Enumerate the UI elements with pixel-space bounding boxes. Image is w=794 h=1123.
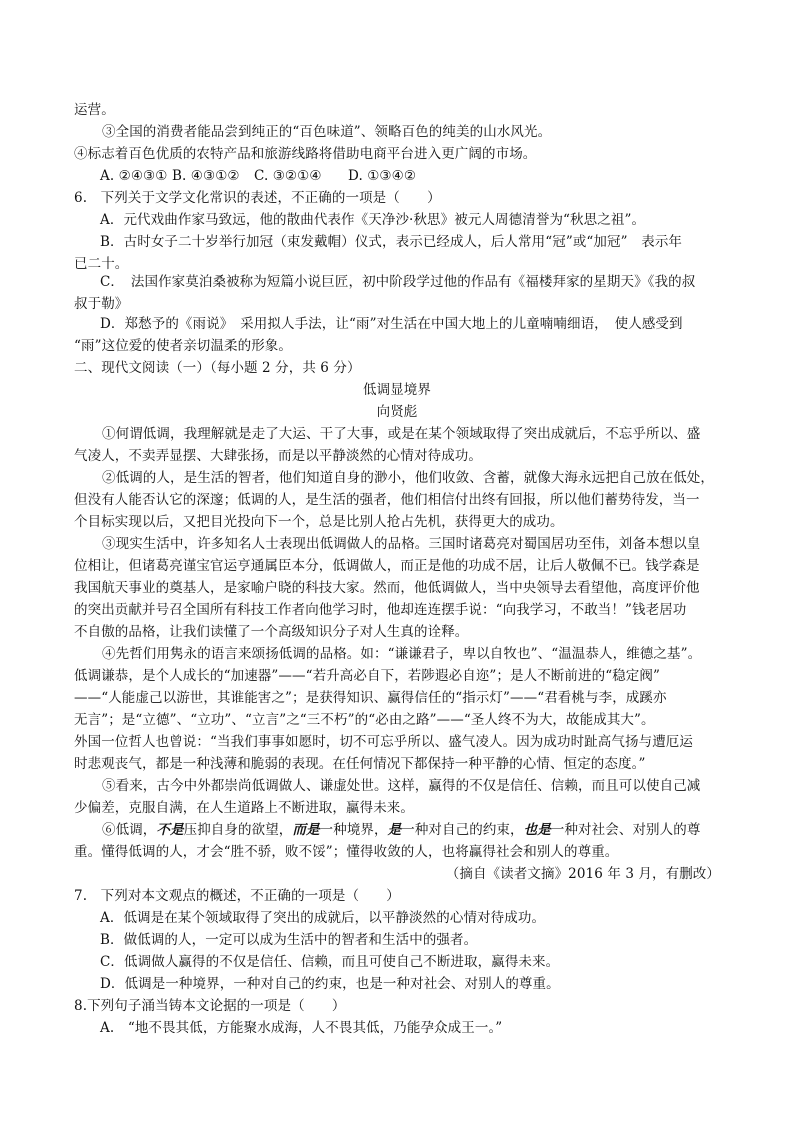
q7-option-c: C．低调做人赢得的不仅是信任、信赖，而且可使自己不断进取，赢得未来。 <box>100 954 560 970</box>
q6-option-b: B．古时女子二十岁举行加冠（束发戴帽）仪式，表示已经成人，后人常用“冠”或“加冠” 表示年 <box>100 234 683 250</box>
paragraph-3-cont: 的突出贡献并号召全国所有科技工作者向他学习时，他却连连摆手说：“向我学习，不敢当！”钱老居功 <box>74 602 687 618</box>
text-line: ④标志着百色优质的农特产品和旅游线路将借助电商平台进入更广阔的市场。 <box>74 146 537 162</box>
paragraph-4-cont: 无言”；是“立德”、“立功”、“立言”之“三不朽”的“必由之路”——“圣人终不为大，故能成其大”。 <box>74 712 655 728</box>
text-line: ③全国的消费者能品尝到纯正的“百色味道”、领略百色的纯美的山水风光。 <box>102 124 552 140</box>
paragraph-6-cont: 重。懂得低调的人，才会“胜不骄，败不馁”；懂得收敛的人，也将赢得社会和别人的尊重。 <box>74 844 619 860</box>
paragraph-5: ⑤看来，古今中外都崇尚低调做人、谦虚处世。这样，赢得的不仅是信任、信赖，而且可以使自己减 <box>102 778 701 794</box>
q6-option-b-cont: 已二十。 <box>74 256 129 272</box>
q7-option-b: B．做低调的人，一定可以成为生活中的智者和生活中的强者。 <box>100 932 478 948</box>
article-source: （摘自《读者文摘》2016 年 3 月，有删改） <box>445 866 720 882</box>
q7-stem: 7. 下列对本文观点的概述，不正确的一项是（ ） <box>74 888 400 904</box>
paragraph-3-cont: 位相让，但诸葛亮谨宝官运亨通属臣本分，低调做人，而正是他的功成不居，让后人敬佩不已。钱学森是 <box>74 558 700 574</box>
q6-option-d: D．郑愁予的《雨说》 采用拟人手法，让“雨”对生活在中国大地上的儿童喃喃细语， 使人感受到 <box>100 316 683 332</box>
p6-text: 一种对社会、对别人的尊 <box>550 822 701 838</box>
q6-option-d-cont: “雨”这位爱的使者亲切温柔的形象。 <box>74 338 293 354</box>
p6-keyword: 也是 <box>523 822 551 838</box>
q7-option-a: A．低调是在某个领域取得了突出的成就后，以平静淡然的心情对待成功。 <box>100 910 546 926</box>
p6-keyword: 不是 <box>156 822 184 838</box>
paragraph-4-cont: ——“人能虚己以游世，其谁能害之”；是获得知识、赢得信任的“指示灯”——“君看桃与李，成蹊亦 <box>74 690 667 706</box>
p6-text: 一种对自己的约束， <box>401 822 524 838</box>
q6-stem: 6. 下列关于文学文化常识的表述，不正确的一项是（ ） <box>74 190 441 206</box>
paragraph-2-cont: 个目标实现以后，又把目光投向下一个，总是比别人抢占先机，获得更大的成功。 <box>74 514 564 530</box>
q5-option-a: A. ②④③① <box>100 168 168 184</box>
section-heading: 二、现代文阅读（一）（每小题 2 分，共 6 分） <box>74 360 361 376</box>
p6-keyword: 而是 <box>292 822 320 838</box>
paragraph-2-cont: 但没有人能否认它的深邃；低调的人，是生活的强者，他们相信付出终有回报，所以他们蓄势待发，当一 <box>74 492 700 508</box>
paragraph-4: ④先哲们用隽永的语言来颂扬低调的品格。如：“谦谦君子，卑以自牧也”、“温温恭人，维德之基”。 <box>102 646 702 662</box>
q6-option-a: A．元代戏曲作家马致远，他的散曲代表作《天净沙·秋思》被元人周德清誉为“秋思之祖”。 <box>100 212 646 228</box>
p6-keyword: 是 <box>387 822 402 838</box>
p6-text: 压抑自身的欲望， <box>183 822 293 838</box>
paragraph-4-cont: 低调谦恭，是个人成长的“加速器”——“若升高必自下，若陟遐必自迩”；是人不断前进的“稳定阀” <box>74 668 661 684</box>
q5-option-d: D. ①③④② <box>348 168 417 184</box>
paragraph-3-cont: 我国航天事业的奠基人，是家喻户晓的科技大家。然而，他低调做人，当中央领导去看望他，高度评价他 <box>74 580 700 596</box>
p6-text: ⑥低调， <box>102 822 157 838</box>
q5-options <box>100 165 720 187</box>
article-title: 低调显境界 <box>363 382 431 398</box>
q5-option-c: C. ③②①④ <box>254 168 322 184</box>
paragraph-4-cont: 外国一位哲人也曾说：“当我们事事如愿时，切不可忘乎所以、盛气凌人。因为成功时趾高气扬与遭厄运 <box>74 734 693 750</box>
q5-option-b: B. ④③①② <box>172 168 240 184</box>
paragraph-6 <box>102 819 720 841</box>
q6-option-c: C． 法国作家莫泊桑被称为短篇小说巨匠，初中阶段学过他的作品有《福楼拜家的星期天》《我的叔 <box>100 274 696 290</box>
q8-stem: 8.下列句子涌当铸本文论据的一项是（ ） <box>74 998 346 1014</box>
paragraph-1: ①何谓低调，我理解就是走了大运、干了大事，或是在某个领域取得了突出成就后，不忘乎所以、盛 <box>102 426 701 442</box>
q8-option-a: A. “地不畏其低，方能聚水成海，人不畏其低，乃能孕众成王一。” <box>100 1020 503 1036</box>
text-line: 运营。 <box>74 102 115 118</box>
paragraph-1-cont: 气凌人，不卖弄显摆、大肆张扬，而是以平静淡然的心情对待成功。 <box>74 448 482 464</box>
paragraph-2: ②低调的人，是生活的智者，他们知道自身的渺小，他们收敛、含蓄，就像大海永远把自己放在低处， <box>102 470 714 486</box>
paragraph-3: ③现实生活中，许多知名人士表现出低调做人的品格。三国时诸葛亮对蜀国居功至伟，刘备本想以皇 <box>102 536 701 552</box>
article-author: 向贤彪 <box>376 404 418 420</box>
paragraph-4-cont: 时悲观丧气，都是一种浅薄和脆弱的表现。在任何情况下都保持一种平静的心情、恒定的态度。” <box>74 756 646 772</box>
p6-text: 一种境界， <box>319 822 388 838</box>
paragraph-5-cont: 少偏差，克服自满，在人生道路上不断进取，赢得未来。 <box>74 800 414 816</box>
q7-option-d: D．低调是一种境界，一种对自己的约束，也是一种对社会、对别人的尊重。 <box>100 976 560 992</box>
paragraph-3-cont: 不自傲的品格，让我们读懂了一个高级知识分子对人生真的诠释。 <box>74 624 469 640</box>
q6-option-c-cont: 叔于勒》 <box>74 296 129 312</box>
